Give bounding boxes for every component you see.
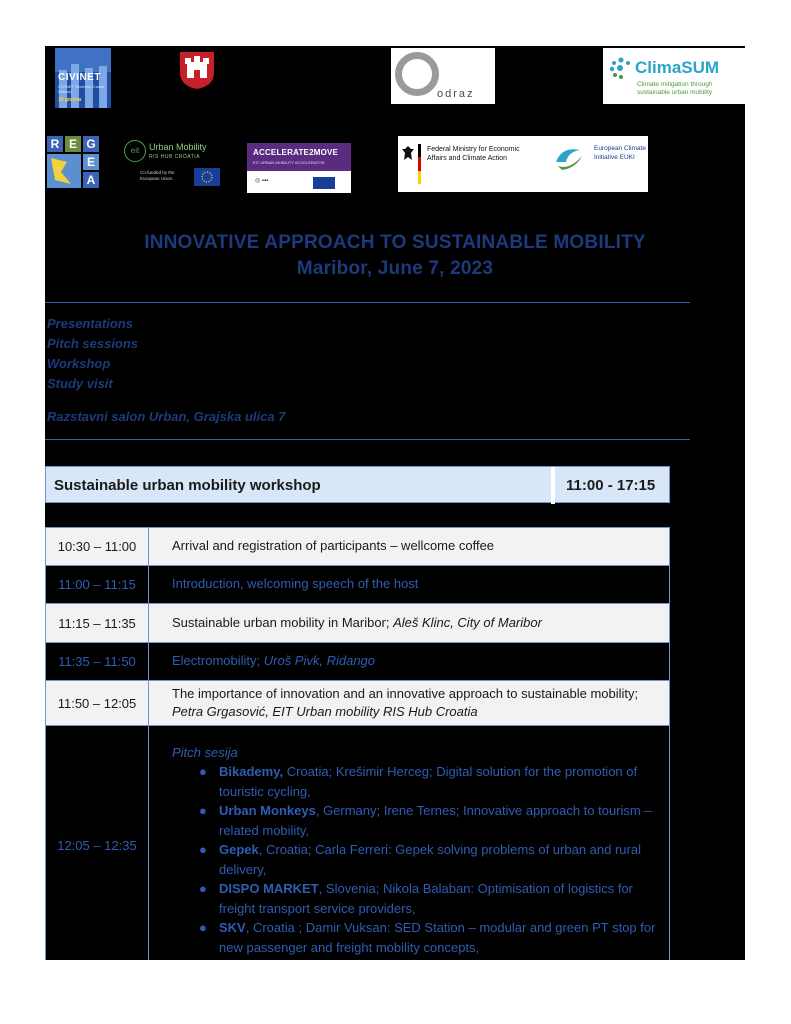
civinet-logo-subtitle: CIVINET Slovenia-Croatia Network (58, 84, 105, 94)
row-time: 12:05 – 12:35 (46, 726, 149, 960)
row-time: 11:15 – 11:35 (46, 604, 149, 642)
euki-swirl-icon (554, 144, 584, 172)
eit-line1: Urban Mobility (149, 142, 207, 152)
crest-icon (178, 50, 216, 90)
eit-icon: eit (124, 140, 146, 162)
odraz-logo (391, 48, 495, 104)
pitch-heading: Pitch sesija (172, 745, 238, 760)
row-text: Electromobility; (172, 653, 264, 668)
row-text: Sustainable urban mobility in Maribor; (172, 615, 394, 630)
divider (45, 302, 690, 303)
bullet-icon: ● (199, 803, 207, 818)
row-time: 11:50 – 12:05 (46, 681, 149, 725)
info-item: Pitch sessions (47, 336, 139, 351)
venue: Razstavni salon Urban, Grajska ulica 7 (47, 409, 286, 424)
info-item: Study visit (47, 376, 113, 391)
civinet-logo-years: 10 godina (58, 97, 82, 103)
climasum-dots-icon (609, 56, 633, 80)
pitch-name: SKV (219, 920, 246, 935)
pitch-detail: , Croatia ; Damir Vuksan: SED Station – modular and green PT stop for new passenger and freight mobility concepts, (219, 920, 656, 955)
regea-letter: E (83, 154, 99, 170)
row-description (172, 681, 669, 721)
pitch-detail: , Croatia; Carla Ferreri: Gepek solving problems of urban and rural delivery, (219, 842, 641, 877)
workshop-header (45, 466, 670, 503)
table-row (45, 642, 670, 680)
table-row (45, 680, 670, 725)
civinet-logo (55, 48, 111, 108)
climasum-tagline: Climate mitigation through sustainable urban mobility (637, 81, 713, 96)
list-item (172, 918, 661, 957)
divider (45, 439, 690, 440)
eit-urban-mobility-logo (122, 136, 228, 192)
table-row (45, 603, 670, 642)
info-item: Workshop (47, 356, 111, 371)
accelerate-line1: ACCELERATE2MOVE (253, 148, 339, 157)
bullet-icon: ● (199, 842, 207, 857)
pitch-detail: Croatia; Krešimir Herceg; Digital solution for the promotion of touristic cycling, (219, 764, 638, 799)
eit-cofunded: Co-funded by the European Union (140, 170, 175, 181)
pitch-name: Gepek (219, 842, 259, 857)
row-speaker: Aleš Klinc, City of Maribor (393, 615, 542, 630)
row-description (172, 726, 669, 957)
pitch-list (172, 762, 661, 957)
row-speaker: Uroš Pivk, Ridango (263, 653, 376, 668)
document-page (45, 46, 745, 960)
eit-line2: RIS HUB CROATIA (149, 154, 201, 160)
pitch-name: Urban Monkeys (219, 803, 316, 818)
accelerate-line2: EIT URBAN MOBILITY ACCELERATOR (253, 160, 325, 165)
schedule-table (45, 527, 670, 960)
row-time: 11:35 – 11:50 (46, 643, 149, 680)
civinet-logo-name: CIVINET (58, 72, 101, 83)
list-item (172, 879, 661, 918)
german-flag-bar-icon (418, 144, 421, 184)
climasum-brand: ClimaSUM (635, 58, 720, 77)
table-row (45, 527, 670, 565)
page-title: INNOVATIVE APPROACH TO SUSTAINABLE MOBILITY (144, 232, 646, 253)
euki-label: European Climate Initiative EUKI (594, 145, 647, 161)
row-description (172, 604, 669, 632)
odraz-ring-icon (395, 52, 439, 96)
bullet-icon: ● (199, 881, 207, 896)
row-text: The importance of innovation and an innovative approach to sustainable mobility; (172, 686, 639, 701)
pitch-detail: , Slovenia; Nikola Balaban: Optimisation of logistics for freight transport service providers, (219, 881, 633, 916)
table-row (45, 725, 670, 960)
climasum-logo (603, 48, 745, 104)
row-time: 11:00 – 11:15 (46, 566, 149, 603)
workshop-time: 11:00 - 17:15 (566, 477, 656, 494)
page-subtitle: Maribor, June 7, 2023 (296, 258, 494, 279)
workshop-title: Sustainable urban mobility workshop (54, 477, 321, 494)
row-text: Introduction, welcoming speech of the host (172, 576, 419, 591)
regea-letter: A (83, 172, 99, 188)
pitch-name: Bikademy, (219, 764, 284, 779)
list-item (172, 840, 661, 879)
bullet-icon: ● (199, 920, 207, 935)
eu-flag-icon (313, 177, 335, 189)
bmwk-ministry: Federal Ministry for Economic Affairs and Climate Action (427, 146, 520, 162)
regea-letter: E (65, 136, 81, 152)
regea-logo (47, 136, 101, 190)
row-description (172, 643, 669, 670)
row-speaker: Petra Grgasović, EIT Urban mobility RIS Hub Croatia (172, 704, 478, 719)
accelerate2move-logo (247, 143, 351, 193)
row-text: Arrival and registration of participants – wellcome coffee (172, 538, 495, 553)
eu-flag-icon (194, 168, 220, 186)
eagle-icon (402, 146, 414, 160)
info-item: Presentations (47, 316, 133, 331)
regea-letter: R (47, 136, 63, 152)
list-item (172, 801, 661, 840)
pitch-detail: , Germany; Irene Ternes; Innovative approach to tourism – related mobility, (219, 803, 652, 838)
row-time: 10:30 – 11:00 (46, 528, 149, 565)
table-row (45, 565, 670, 603)
pitch-name: DISPO MARKET (219, 881, 319, 896)
regea-shape-icon (47, 154, 81, 188)
odraz-logo-word: odraz (437, 88, 475, 100)
bullet-icon: ● (199, 764, 207, 779)
bmwk-euki-logo (398, 136, 648, 192)
eit-small-icon: ◎ ▪▪▪ (255, 178, 269, 184)
list-item (172, 762, 661, 801)
regea-letter: G (83, 136, 99, 152)
